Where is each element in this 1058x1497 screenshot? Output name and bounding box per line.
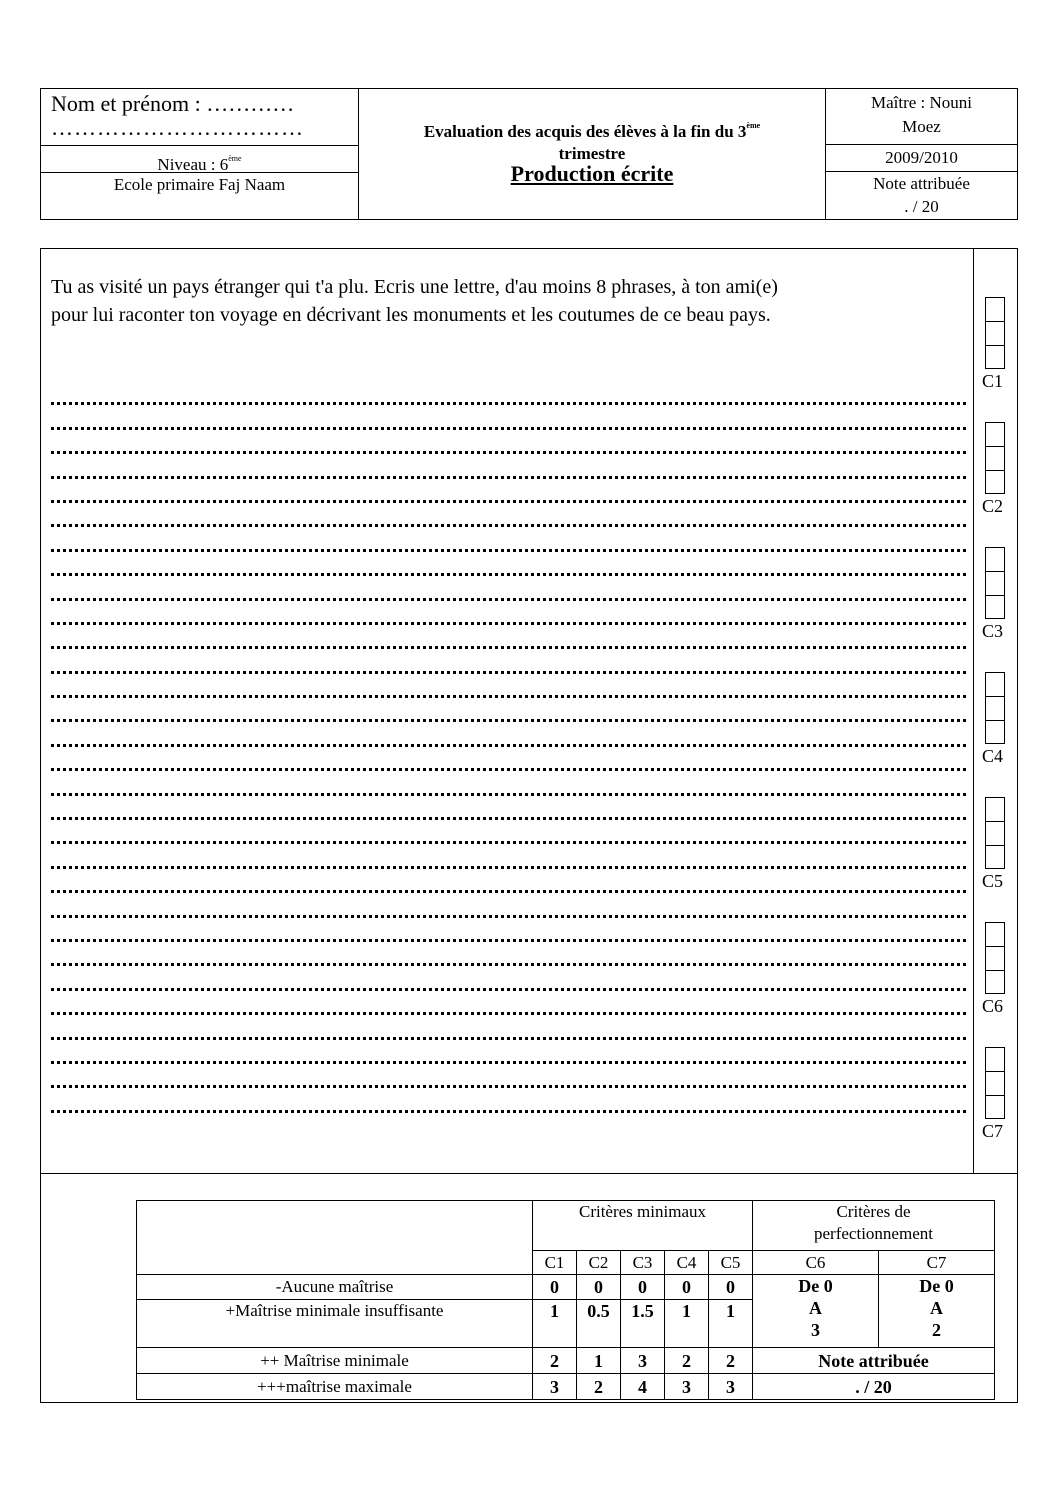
writing-line[interactable] xyxy=(51,430,966,454)
score-cell: 1 xyxy=(577,1348,621,1374)
score-cell: 0 xyxy=(533,1275,577,1300)
writing-line[interactable] xyxy=(51,991,966,1015)
title-line1: Evaluation des acquis des élèves à la fin du 3 xyxy=(423,122,747,141)
ecole-name: Ecole primaire Faj Naam xyxy=(113,175,286,194)
school-year: 2009/2010 xyxy=(826,145,1017,172)
criteria-group xyxy=(982,297,1009,391)
col-header: C3 xyxy=(621,1251,665,1275)
col-header: C7 xyxy=(879,1251,995,1275)
writing-line[interactable] xyxy=(51,552,966,576)
score-cell: 3 xyxy=(709,1374,753,1400)
criteria-label: C4 xyxy=(982,746,1004,766)
score-cell: 2 xyxy=(709,1348,753,1374)
criteria-score-box[interactable] xyxy=(985,720,1005,744)
writing-line[interactable] xyxy=(51,893,966,917)
criteria-group xyxy=(982,547,1009,641)
note-label: Note attribuée xyxy=(873,174,970,193)
criteria-score-box[interactable] xyxy=(985,297,1005,321)
min-criteria-header: Critères minimaux xyxy=(533,1201,753,1251)
score-cell: 0 xyxy=(577,1275,621,1300)
writing-area xyxy=(41,249,974,1174)
writing-line[interactable] xyxy=(51,625,966,649)
writing-lines[interactable] xyxy=(51,381,966,1113)
empty-corner-cell xyxy=(137,1201,533,1275)
criteria-group xyxy=(982,422,1009,516)
maitre-line2: Moez xyxy=(902,117,941,136)
criteria-group xyxy=(982,922,1009,1016)
name-dots: …………………………… xyxy=(51,115,304,140)
writing-line[interactable] xyxy=(51,771,966,795)
niveau-cell xyxy=(41,146,358,173)
header-table xyxy=(40,88,1018,220)
criteria-score-box[interactable] xyxy=(985,797,1005,821)
criteria-score-box[interactable] xyxy=(985,446,1005,470)
prompt-line2: pour lui raconter ton voyage en décrivant les monuments et les coutumes de ce beau pays. xyxy=(51,304,771,326)
score-cell: 3 xyxy=(621,1348,665,1374)
score-cell: 3 xyxy=(533,1374,577,1400)
criteria-score-box[interactable] xyxy=(985,845,1005,869)
c7-range-from: De 0 xyxy=(919,1276,954,1296)
criteria-label: C3 xyxy=(982,621,1004,641)
title-block xyxy=(359,89,825,219)
criteria-group xyxy=(982,1047,1009,1141)
row-label: ++ Maîtrise minimale xyxy=(137,1348,533,1374)
criteria-score-box[interactable] xyxy=(985,672,1005,696)
criteria-score-box[interactable] xyxy=(985,821,1005,845)
writing-line[interactable] xyxy=(51,601,966,625)
writing-line[interactable] xyxy=(51,527,966,551)
c6-range-a: A xyxy=(809,1298,822,1318)
title-sup: ème xyxy=(746,121,761,130)
grading-table xyxy=(136,1200,995,1400)
score-cell: 4 xyxy=(621,1374,665,1400)
c6-range-cell xyxy=(753,1275,879,1348)
criteria-score-box[interactable] xyxy=(985,696,1005,720)
c7-range-a: A xyxy=(930,1298,943,1318)
col-header: C1 xyxy=(533,1251,577,1275)
writing-line[interactable] xyxy=(51,454,966,478)
writing-line[interactable] xyxy=(51,942,966,966)
maitre-line1: Maître : Nouni xyxy=(870,93,973,112)
score-cell: 1 xyxy=(533,1300,577,1348)
criteria-score-box[interactable] xyxy=(985,422,1005,446)
c7-range-cell xyxy=(879,1275,995,1348)
criteria-label: C5 xyxy=(982,871,1004,891)
page-title xyxy=(359,115,825,165)
writing-line[interactable] xyxy=(51,698,966,722)
writing-line[interactable] xyxy=(51,503,966,527)
criteria-score-box[interactable] xyxy=(985,571,1005,595)
col-header: C4 xyxy=(665,1251,709,1275)
teacher-info xyxy=(825,89,1017,219)
writing-line[interactable] xyxy=(51,869,966,893)
score-cell: 1 xyxy=(665,1300,709,1348)
criteria-score-box[interactable] xyxy=(985,345,1005,369)
writing-line[interactable] xyxy=(51,796,966,820)
note-value[interactable]: . / 20 xyxy=(904,197,939,216)
col-header: C5 xyxy=(709,1251,753,1275)
writing-line[interactable] xyxy=(51,747,966,771)
col-header: C2 xyxy=(577,1251,621,1275)
criteria-score-box[interactable] xyxy=(985,321,1005,345)
niveau-sup: ème xyxy=(228,154,242,163)
criteria-score-box[interactable] xyxy=(985,970,1005,994)
name-label: Nom et prénom : ………… xyxy=(51,91,295,116)
writing-line[interactable] xyxy=(51,820,966,844)
row-label: +++maîtrise maximale xyxy=(137,1374,533,1400)
prompt-text xyxy=(51,273,966,329)
score-cell: 0 xyxy=(665,1275,709,1300)
c6-range-to: 3 xyxy=(811,1320,820,1340)
prompt-line1: Tu as visité un pays étranger qui t'a plu. Ecris une lettre, d'au moins 8 phrases, à ton ami(e) xyxy=(51,276,778,298)
perf-header-line1: Critères de xyxy=(836,1202,911,1221)
perf-criteria-header xyxy=(753,1201,995,1251)
writing-line[interactable] xyxy=(51,1015,966,1039)
writing-line[interactable] xyxy=(51,381,966,405)
criteria-score-box[interactable] xyxy=(985,946,1005,970)
writing-line[interactable] xyxy=(51,1064,966,1088)
score-cell: 1.5 xyxy=(621,1300,665,1348)
maitre-cell xyxy=(826,89,1017,145)
score-cell: 2 xyxy=(577,1374,621,1400)
writing-line[interactable] xyxy=(51,1088,966,1112)
writing-line[interactable] xyxy=(51,479,966,503)
main-frame xyxy=(40,248,1018,1403)
row-label: -Aucune maîtrise xyxy=(137,1275,533,1300)
score-cell: 0 xyxy=(709,1275,753,1300)
writing-line[interactable] xyxy=(51,844,966,868)
writing-line[interactable] xyxy=(51,674,966,698)
criteria-label: C1 xyxy=(982,371,1004,391)
note-cell xyxy=(826,172,1017,219)
criteria-score-box[interactable] xyxy=(985,922,1005,946)
niveau-label: Niveau : 6 xyxy=(157,155,229,174)
final-note-value[interactable]: . / 20 xyxy=(753,1374,995,1400)
row-label: +Maîtrise minimale insuffisante xyxy=(137,1300,533,1348)
writing-line[interactable] xyxy=(51,918,966,942)
c7-range-to: 2 xyxy=(932,1320,941,1340)
writing-line[interactable] xyxy=(51,966,966,990)
criteria-label: C6 xyxy=(982,996,1004,1016)
criteria-score-box[interactable] xyxy=(985,1047,1005,1071)
score-cell: 0.5 xyxy=(577,1300,621,1348)
writing-line[interactable] xyxy=(51,649,966,673)
criteria-score-box[interactable] xyxy=(985,547,1005,571)
score-cell: 2 xyxy=(665,1348,709,1374)
name-field[interactable] xyxy=(41,89,358,146)
criteria-group xyxy=(982,672,1009,766)
col-header: C6 xyxy=(753,1251,879,1275)
writing-line[interactable] xyxy=(51,405,966,429)
criteria-group xyxy=(982,797,1009,891)
score-cell: 1 xyxy=(709,1300,753,1348)
score-cell: 3 xyxy=(665,1374,709,1400)
score-cell: 0 xyxy=(621,1275,665,1300)
criteria-score-box[interactable] xyxy=(985,595,1005,619)
page-subtitle: Production écrite xyxy=(510,161,674,186)
criteria-label: C7 xyxy=(982,1121,1004,1141)
criteria-score-box[interactable] xyxy=(985,1095,1005,1119)
criteria-label: C2 xyxy=(982,496,1004,516)
score-cell: 2 xyxy=(533,1348,577,1374)
writing-line[interactable] xyxy=(51,1040,966,1064)
final-note-label: Note attribuée xyxy=(753,1348,995,1374)
student-info xyxy=(41,89,359,219)
writing-line[interactable] xyxy=(51,576,966,600)
writing-line[interactable] xyxy=(51,722,966,746)
title-line2: trimestre xyxy=(558,144,626,163)
criteria-column xyxy=(974,249,1017,1174)
criteria-score-box[interactable] xyxy=(985,470,1005,494)
perf-header-line2: perfectionnement xyxy=(814,1224,933,1243)
c6-range-from: De 0 xyxy=(798,1276,833,1296)
criteria-score-box[interactable] xyxy=(985,1071,1005,1095)
